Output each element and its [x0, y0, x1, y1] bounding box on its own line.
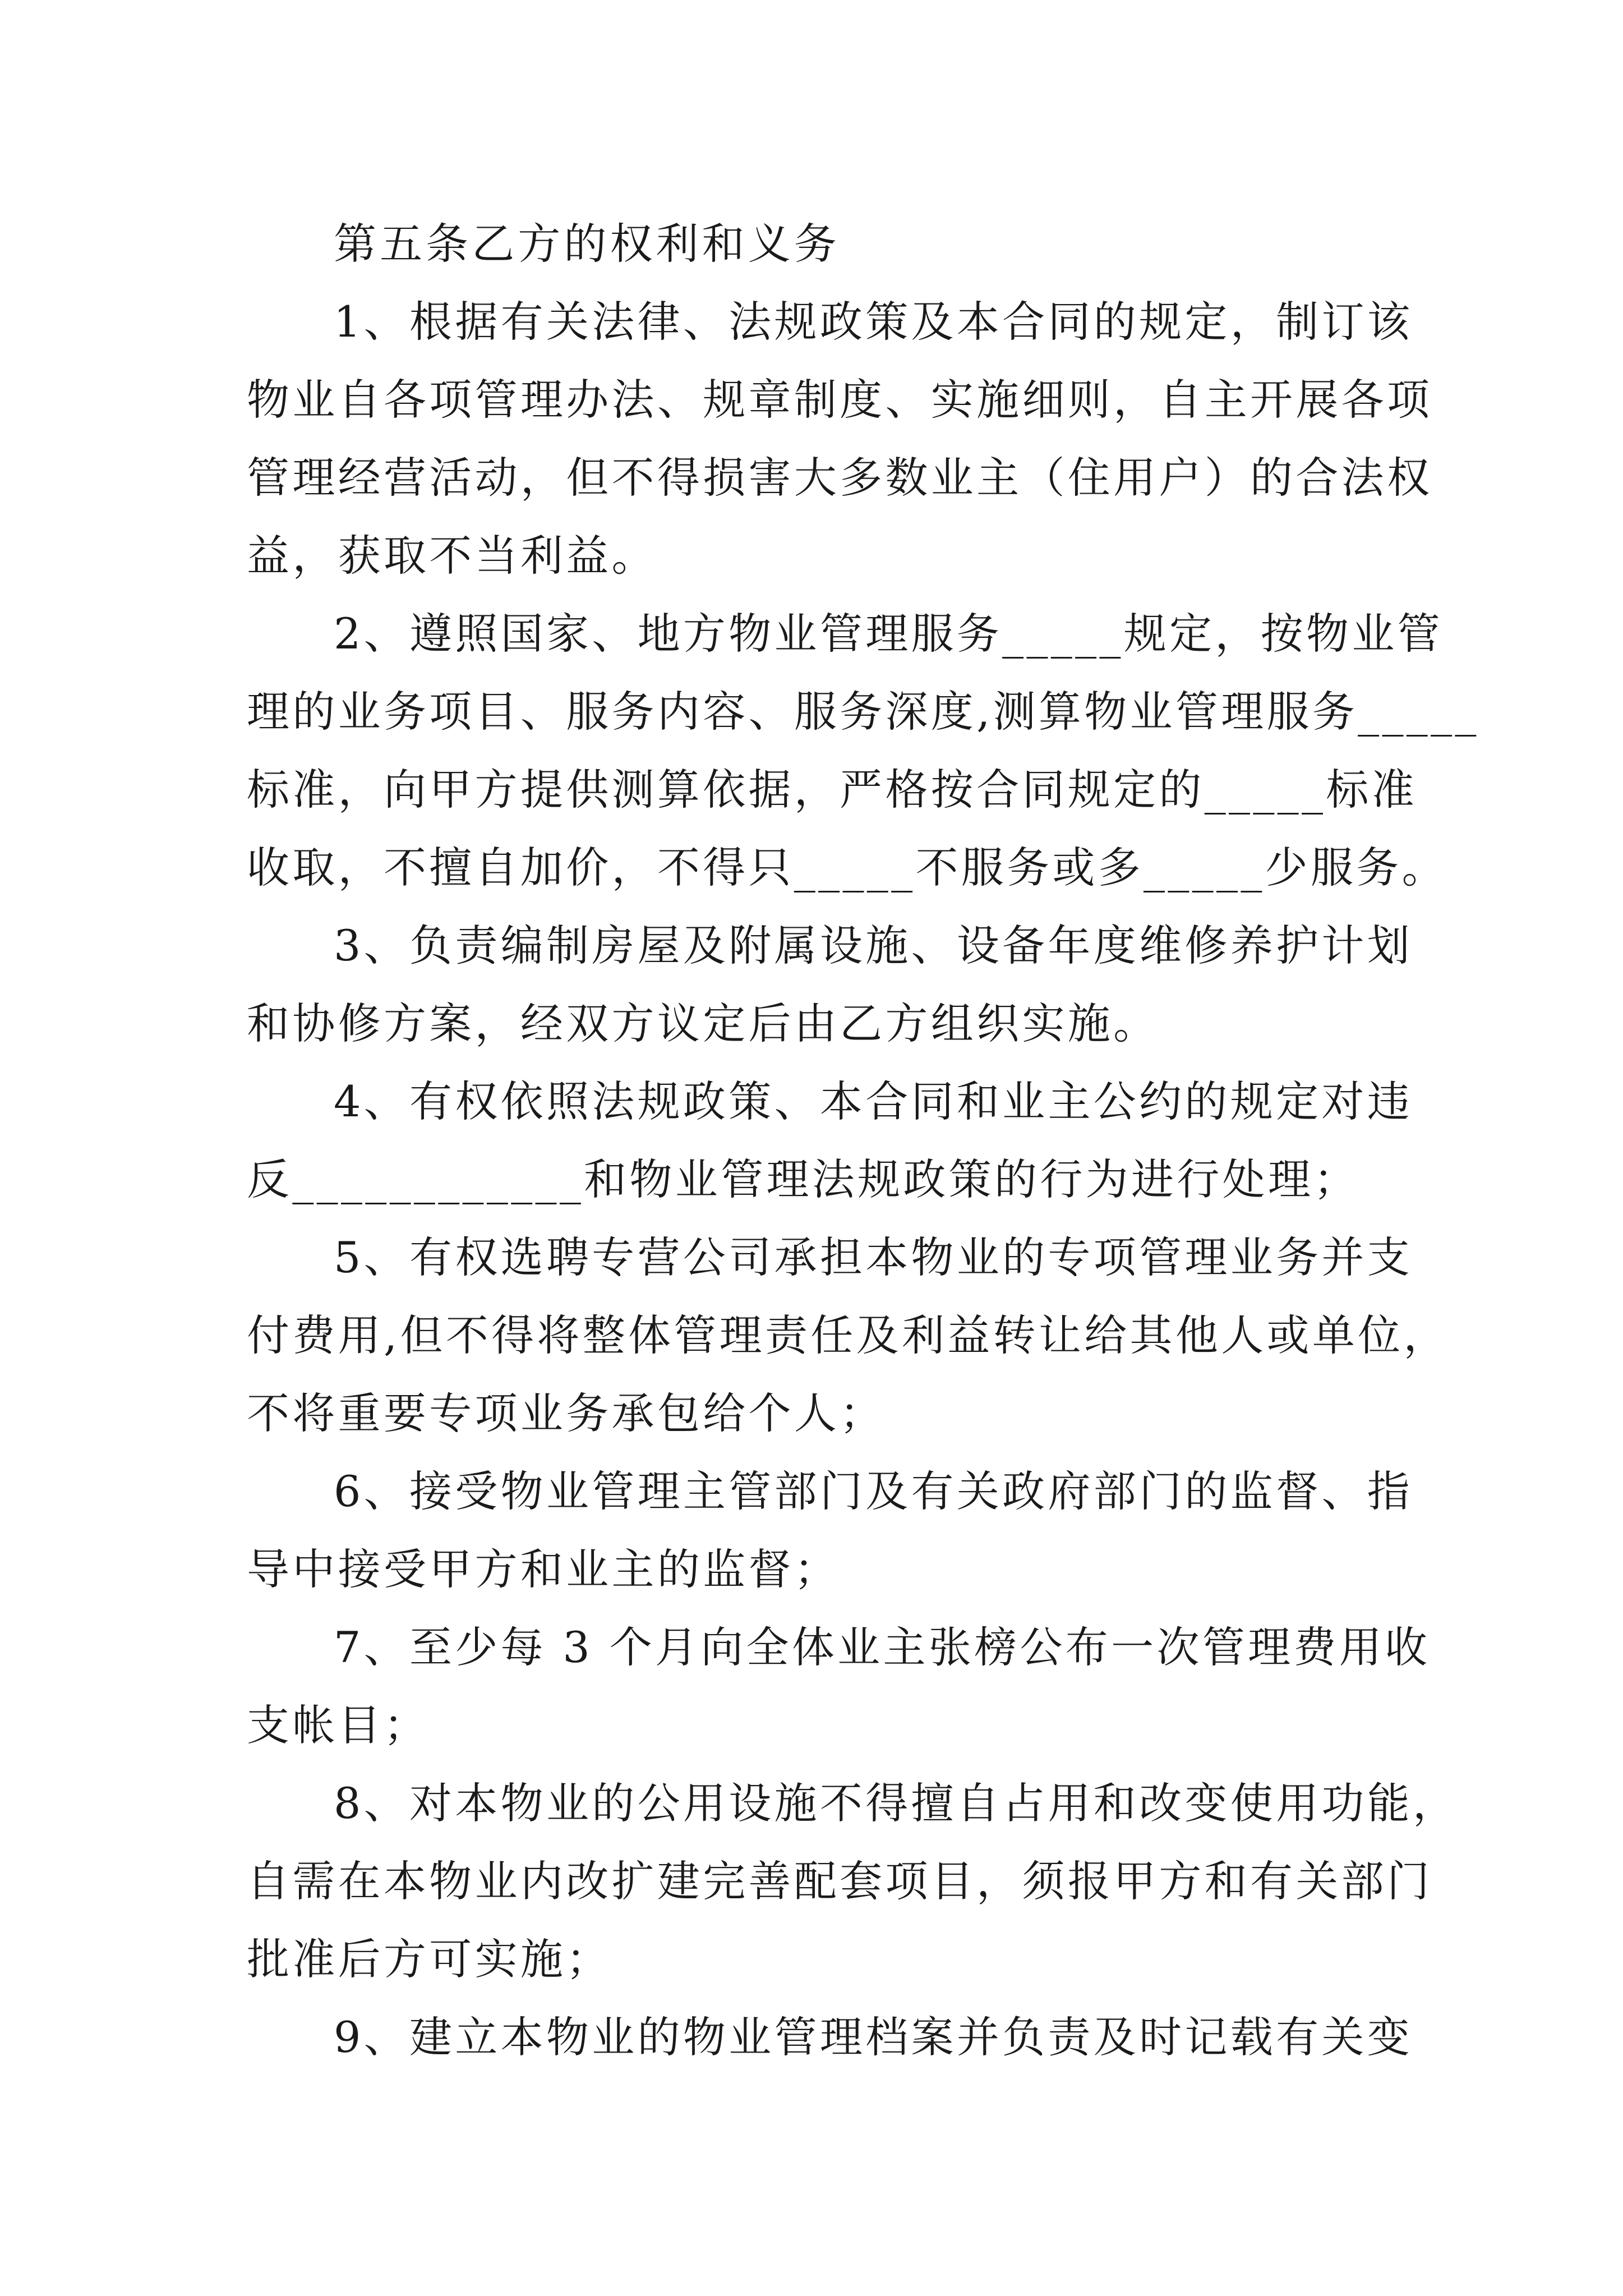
document-body: [247, 205, 1479, 2076]
clause-5-line-2: 付费用,但不得将整体管理责任及利益转让给其他人或单位，: [247, 1310, 1449, 1360]
clause-6-line-1: 6、接受物业管理主管部门及有关政府部门的监督、指: [334, 1466, 1413, 1516]
clause-1-line-3: 管理经营活动，但不得损害大多数业主（住用户）的合法权: [247, 453, 1433, 503]
clause-1: [247, 283, 1433, 595]
clause-3: [247, 907, 1413, 1062]
clause-7-line-1: 7、至少每 3 个月向全体业主张榜公布一次管理费用收: [334, 1622, 1431, 1672]
clause-3-line-2: 和协修方案，经双方议定后由乙方组织实施。: [247, 999, 1159, 1048]
clause-1-line-2: 物业自各项管理办法、规章制度、实施细则，自主开展各项: [247, 375, 1433, 425]
clause-9: [247, 1998, 1413, 2076]
clause-8-line-2: 自需在本物业内改扩建完善配套项目，须报甲方和有关部门: [247, 1856, 1433, 1906]
clause-8-line-3: 批准后方可实施；: [247, 1934, 612, 1984]
clause-5: [247, 1218, 1449, 1452]
clause-5-line-1: 5、有权选聘专营公司承担本物业的专项管理业务并支: [334, 1232, 1413, 1282]
clause-7: [247, 1608, 1431, 1764]
clause-5-line-3: 不将重要专项业务承包给个人；: [247, 1388, 886, 1438]
clause-9-line-1: 9、建立本物业的物业管理档案并负责及时记载有关变: [334, 2012, 1413, 2062]
clause-2-line-1: 2、遵照国家、地方物业管理服务_____规定，按物业管: [334, 609, 1443, 659]
clause-4-line-1: 4、有权依照法规政策、本合同和业主公约的规定对违: [334, 1076, 1413, 1126]
clause-2: [247, 595, 1479, 907]
clause-6: [247, 1452, 1413, 1608]
clause-4: [247, 1062, 1413, 1218]
clause-2-line-4: 收取，不擅自加价，不得只_____不服务或多_____少服务。: [247, 843, 1447, 892]
clause-7-line-2: 支帐目；: [247, 1700, 430, 1750]
clause-2-line-2: 理的业务项目、服务内容、服务深度,测算物业管理服务_____: [247, 687, 1479, 737]
clause-8: [247, 1764, 1459, 1998]
clause-6-line-2: 导中接受甲方和业主的监督；: [247, 1544, 840, 1594]
article-heading: 第五条乙方的权利和义务: [334, 219, 840, 269]
clause-8-line-1: 8、对本物业的公用设施不得擅自占用和改变使用功能，: [334, 1778, 1459, 1828]
clause-4-line-2: 反____________和物业管理法规政策的行为进行处理；: [247, 1154, 1359, 1204]
clause-2-line-3: 标准，向甲方提供测算依据，严格按合同规定的_____标准: [247, 765, 1417, 815]
clause-1-line-4: 益，获取不当利益。: [247, 531, 657, 581]
clause-3-line-1: 3、负责编制房屋及附属设施、设备年度维修养护计划: [334, 921, 1413, 970]
clause-1-line-1: 1、根据有关法律、法规政策及本合同的规定，制订该: [334, 297, 1413, 347]
